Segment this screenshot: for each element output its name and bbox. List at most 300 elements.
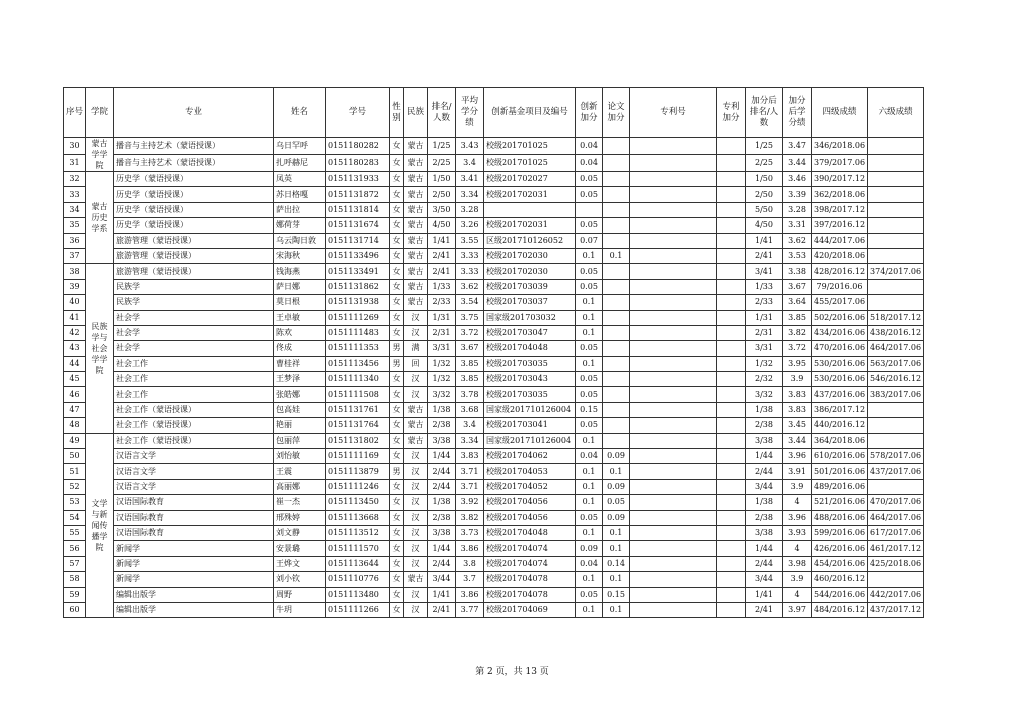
table-cell: 0.1 <box>576 356 603 371</box>
column-header: 四级成绩 <box>812 88 868 138</box>
table-cell: 2/50 <box>746 187 783 202</box>
table-cell: 2/31 <box>746 325 783 340</box>
table-cell: 社会工作 <box>114 356 274 371</box>
table-row <box>64 464 924 479</box>
table-cell: 362/2018.06 <box>812 187 868 202</box>
table-cell: 3.4 <box>456 155 484 172</box>
table-cell: 48 <box>64 418 86 433</box>
table-cell <box>717 372 746 387</box>
table-cell: 女 <box>390 248 404 263</box>
table-cell: 0151111246 <box>326 479 390 494</box>
table-cell: 播音与主持艺术（蒙语授课） <box>114 138 274 155</box>
table-cell <box>717 556 746 571</box>
table-cell <box>630 155 717 172</box>
table-cell: 佟成 <box>274 341 326 356</box>
table-cell: 3.9 <box>783 479 812 494</box>
table-cell <box>630 138 717 155</box>
table-cell: 3/31 <box>746 341 783 356</box>
table-cell: 3.86 <box>456 587 484 602</box>
table-cell: 1/41 <box>746 233 783 248</box>
table-cell: 新闻学 <box>114 572 274 587</box>
table-cell: 0.09 <box>576 541 603 556</box>
table-cell: 社会学 <box>114 310 274 325</box>
column-header: 创新基金项目及编号 <box>484 88 576 138</box>
table-cell: 社会工作 <box>114 372 274 387</box>
table-cell: 校级201704078 <box>484 587 576 602</box>
table-cell: 470/2017.06 <box>868 495 924 510</box>
table-cell: 0151113668 <box>326 510 390 525</box>
table-cell <box>868 138 924 155</box>
table-cell: 3.44 <box>783 433 812 448</box>
table-row <box>64 587 924 602</box>
table-cell <box>717 525 746 540</box>
table-cell: 2/44 <box>746 464 783 479</box>
table-cell <box>630 541 717 556</box>
table-cell: 3.7 <box>456 572 484 587</box>
table-cell: 女 <box>390 310 404 325</box>
table-cell: 2/38 <box>746 510 783 525</box>
table-row <box>64 279 924 294</box>
table-cell: 346/2018.06 <box>812 138 868 155</box>
table-cell: 3.93 <box>783 525 812 540</box>
table-cell: 0151131938 <box>326 295 390 310</box>
table-cell: 汉 <box>404 464 428 479</box>
table-cell <box>868 418 924 433</box>
table-row <box>64 556 924 571</box>
table-cell: 578/2017.06 <box>868 449 924 464</box>
column-header: 加分后排名/人数 <box>746 88 783 138</box>
table-cell: 610/2016.06 <box>812 449 868 464</box>
table-cell: 501/2016.06 <box>812 464 868 479</box>
table-cell: 0.05 <box>603 495 630 510</box>
table-cell: 女 <box>390 510 404 525</box>
table-cell: 0151111353 <box>326 341 390 356</box>
table-cell: 国家级201710126004 <box>484 402 576 417</box>
table-cell: 0151111508 <box>326 387 390 402</box>
table-cell: 2/38 <box>428 510 456 525</box>
table-cell: 女 <box>390 541 404 556</box>
table-cell: 汉 <box>404 387 428 402</box>
table-cell: 3.83 <box>783 402 812 417</box>
table-cell: 扎呼赫尼 <box>274 155 326 172</box>
table-cell: 王烨文 <box>274 556 326 571</box>
table-cell: 王梦泽 <box>274 372 326 387</box>
table-cell: 汉语国际教育 <box>114 495 274 510</box>
table-cell <box>630 279 717 294</box>
page-footer: 第 2 页，共 13 页 <box>475 667 549 677</box>
table-cell: 464/2017.06 <box>868 510 924 525</box>
table-cell <box>576 202 603 217</box>
table-cell: 530/2016.06 <box>812 372 868 387</box>
table-cell: 3.64 <box>783 295 812 310</box>
table-cell: 3.98 <box>783 556 812 571</box>
table-cell <box>717 449 746 464</box>
column-header: 序号 <box>64 88 86 138</box>
table-row <box>64 541 924 556</box>
table-cell: 437/2017.06 <box>868 464 924 479</box>
table-cell: 男 <box>390 356 404 371</box>
table-cell: 0151111483 <box>326 325 390 340</box>
table-cell: 汉 <box>404 449 428 464</box>
table-cell: 5/50 <box>746 202 783 217</box>
table-row <box>64 233 924 248</box>
column-header: 民族 <box>404 88 428 138</box>
table-cell: 3.71 <box>456 479 484 494</box>
table-cell: 58 <box>64 572 86 587</box>
table-cell: 历史学（蒙语授课） <box>114 187 274 202</box>
table-cell: 满 <box>404 341 428 356</box>
table-cell: 4/50 <box>746 218 783 233</box>
table-cell: 校级201704052 <box>484 479 576 494</box>
table-cell: 1/32 <box>746 356 783 371</box>
table-cell: 汉 <box>404 541 428 556</box>
table-cell: 0151131761 <box>326 402 390 417</box>
table-cell: 崔一杰 <box>274 495 326 510</box>
table-cell: 4/50 <box>428 218 456 233</box>
table-cell <box>603 310 630 325</box>
table-cell: 0151110776 <box>326 572 390 587</box>
table-cell: 3.95 <box>783 356 812 371</box>
table-cell: 546/2016.12 <box>868 372 924 387</box>
table-cell: 1/33 <box>428 279 456 294</box>
table-cell <box>603 172 630 187</box>
table-cell <box>717 587 746 602</box>
table-cell: 蒙古 <box>404 202 428 217</box>
table-cell <box>630 433 717 448</box>
table-cell: 校级201704053 <box>484 464 576 479</box>
table-cell: 0.05 <box>576 187 603 202</box>
table-cell: 0151131862 <box>326 279 390 294</box>
table-cell: 3/38 <box>428 525 456 540</box>
table-cell: 0.1 <box>603 248 630 263</box>
table-cell: 0151133496 <box>326 248 390 263</box>
column-header: 加分后学分绩 <box>783 88 812 138</box>
table-cell: 3.75 <box>456 310 484 325</box>
table-cell: 46 <box>64 387 86 402</box>
table-cell <box>717 402 746 417</box>
table-cell: 校级201704048 <box>484 341 576 356</box>
column-header: 专利号 <box>630 88 717 138</box>
table-cell <box>630 449 717 464</box>
table-cell: 蒙古 <box>404 264 428 279</box>
table-cell: 女 <box>390 495 404 510</box>
table-cell: 国家级201703032 <box>484 310 576 325</box>
table-cell: 0.1 <box>576 248 603 263</box>
table-cell <box>717 279 746 294</box>
table-cell: 萨日娜 <box>274 279 326 294</box>
table-cell: 0.1 <box>576 495 603 510</box>
table-cell <box>717 138 746 155</box>
table-cell: 女 <box>390 295 404 310</box>
table-cell: 2/44 <box>428 464 456 479</box>
table-cell: 旅游管理（蒙语授课） <box>114 264 274 279</box>
table-cell: 3.54 <box>456 295 484 310</box>
table-cell: 3.62 <box>783 233 812 248</box>
table-cell: 0.1 <box>603 464 630 479</box>
table-cell <box>717 218 746 233</box>
table-cell: 0.04 <box>576 138 603 155</box>
table-cell: 3.85 <box>456 372 484 387</box>
table-cell: 新闻学 <box>114 541 274 556</box>
table-row <box>64 187 924 202</box>
table-cell: 397/2016.12 <box>812 218 868 233</box>
scholarship-table <box>63 87 924 618</box>
table-cell: 汉语言文学 <box>114 464 274 479</box>
table-cell <box>603 356 630 371</box>
table-cell: 0.05 <box>576 587 603 602</box>
table-cell: 邢殊婷 <box>274 510 326 525</box>
table-cell: 0.1 <box>603 541 630 556</box>
table-cell: 女 <box>390 202 404 217</box>
table-cell: 44 <box>64 356 86 371</box>
table-row <box>64 510 924 525</box>
table-cell: 牛玥 <box>274 602 326 617</box>
table-row <box>64 325 924 340</box>
table-cell: 校级201704074 <box>484 556 576 571</box>
table-row <box>64 449 924 464</box>
table-cell: 2/41 <box>428 264 456 279</box>
table-cell: 1/38 <box>746 495 783 510</box>
table-cell: 3/44 <box>746 572 783 587</box>
table-cell: 2/41 <box>746 602 783 617</box>
table-cell <box>868 248 924 263</box>
table-cell: 2/32 <box>746 372 783 387</box>
table-cell: 33 <box>64 187 86 202</box>
table-cell: 汉 <box>404 587 428 602</box>
table-cell: 1/41 <box>746 587 783 602</box>
column-header: 学号 <box>326 88 390 138</box>
table-cell: 汉 <box>404 525 428 540</box>
table-cell: 617/2017.06 <box>868 525 924 540</box>
table-cell: 3/41 <box>746 264 783 279</box>
table-cell <box>603 187 630 202</box>
table-cell: 刘怡敏 <box>274 449 326 464</box>
table-row <box>64 418 924 433</box>
college-cell: 蒙古学学院 <box>86 138 114 172</box>
table-cell: 汉 <box>404 556 428 571</box>
table-cell <box>484 202 576 217</box>
table-cell: 女 <box>390 172 404 187</box>
table-cell: 3/31 <box>428 341 456 356</box>
table-row <box>64 525 924 540</box>
table-cell: 周野 <box>274 587 326 602</box>
table-cell: 3.68 <box>456 402 484 417</box>
table-cell: 钱海燕 <box>274 264 326 279</box>
table-cell: 3.9 <box>783 572 812 587</box>
table-cell <box>603 155 630 172</box>
table-cell: 女 <box>390 325 404 340</box>
table-cell: 3.96 <box>783 510 812 525</box>
table-cell: 乌云陶日敦 <box>274 233 326 248</box>
table-cell: 汉 <box>404 310 428 325</box>
table-cell: 包高娃 <box>274 402 326 417</box>
table-cell: 0151113512 <box>326 525 390 540</box>
table-cell: 0.05 <box>576 279 603 294</box>
college-cell: 蒙古历史学系 <box>86 172 114 264</box>
table-cell: 汉 <box>404 495 428 510</box>
table-cell: 宋海秋 <box>274 248 326 263</box>
table-cell: 461/2017.12 <box>868 541 924 556</box>
table-cell: 599/2016.06 <box>812 525 868 540</box>
table-cell: 0151131802 <box>326 433 390 448</box>
table-cell: 0151131674 <box>326 218 390 233</box>
table-cell: 凤英 <box>274 172 326 187</box>
table-cell: 校级201703037 <box>484 295 576 310</box>
column-header: 平均学分绩 <box>456 88 484 138</box>
table-cell: 2/31 <box>428 325 456 340</box>
table-cell: 女 <box>390 479 404 494</box>
table-cell: 398/2017.12 <box>812 202 868 217</box>
table-cell: 0.05 <box>576 510 603 525</box>
table-cell: 校级201704078 <box>484 572 576 587</box>
table-cell <box>603 202 630 217</box>
table-cell: 79/2016.06 <box>812 279 868 294</box>
table-cell: 40 <box>64 295 86 310</box>
table-cell: 0151113644 <box>326 556 390 571</box>
table-cell: 444/2017.06 <box>812 233 868 248</box>
table-cell <box>717 325 746 340</box>
table-cell: 3.55 <box>456 233 484 248</box>
column-header: 姓名 <box>274 88 326 138</box>
table-cell <box>868 218 924 233</box>
table-cell: 0151131764 <box>326 418 390 433</box>
table-body <box>64 138 924 618</box>
table-cell: 校级201703043 <box>484 372 576 387</box>
table-cell: 3.26 <box>456 218 484 233</box>
table-cell <box>630 479 717 494</box>
table-cell: 3.67 <box>783 279 812 294</box>
table-cell: 蒙古 <box>404 172 428 187</box>
table-cell: 49 <box>64 433 86 448</box>
table-cell: 3.85 <box>456 356 484 371</box>
table-cell: 0151131933 <box>326 172 390 187</box>
table-cell: 0151131872 <box>326 187 390 202</box>
table-cell: 王震 <box>274 464 326 479</box>
table-cell: 0.1 <box>603 602 630 617</box>
table-cell: 0151113456 <box>326 356 390 371</box>
table-cell: 54 <box>64 510 86 525</box>
table-cell: 蒙古 <box>404 233 428 248</box>
table-cell <box>717 433 746 448</box>
table-cell <box>630 387 717 402</box>
table-cell <box>603 295 630 310</box>
table-cell: 502/2016.06 <box>812 310 868 325</box>
table-cell: 汉语言文学 <box>114 479 274 494</box>
table-cell: 3/32 <box>428 387 456 402</box>
table-cell <box>717 541 746 556</box>
table-cell: 0151113450 <box>326 495 390 510</box>
table-cell: 3.53 <box>783 248 812 263</box>
table-cell: 女 <box>390 449 404 464</box>
table-cell: 蒙古 <box>404 155 428 172</box>
table-cell: 区级201710126052 <box>484 233 576 248</box>
table-cell: 女 <box>390 418 404 433</box>
table-cell: 3.82 <box>456 510 484 525</box>
table-cell: 383/2017.06 <box>868 387 924 402</box>
table-cell: 4 <box>783 495 812 510</box>
table-cell: 莫日根 <box>274 295 326 310</box>
table-cell: 蒙古 <box>404 402 428 417</box>
table-cell <box>630 264 717 279</box>
table-cell: 4 <box>783 541 812 556</box>
table-cell: 3/44 <box>428 572 456 587</box>
table-row <box>64 310 924 325</box>
table-row <box>64 572 924 587</box>
table-cell <box>603 402 630 417</box>
table-cell: 1/38 <box>428 495 456 510</box>
table-cell <box>868 279 924 294</box>
table-cell: 历史学（蒙语授课） <box>114 202 274 217</box>
column-header: 专业 <box>114 88 274 138</box>
table-cell <box>630 341 717 356</box>
table-cell: 0.05 <box>576 264 603 279</box>
table-cell: 3.47 <box>783 138 812 155</box>
table-cell: 3/32 <box>746 387 783 402</box>
table-cell: 女 <box>390 187 404 202</box>
table-cell: 3.91 <box>783 464 812 479</box>
table-cell: 2/33 <box>428 295 456 310</box>
table-cell: 女 <box>390 279 404 294</box>
table-cell: 汉语国际教育 <box>114 525 274 540</box>
table-cell: 旅游管理（蒙语授课） <box>114 233 274 248</box>
table-cell: 484/2016.12 <box>812 602 868 617</box>
table-cell: 0.04 <box>576 449 603 464</box>
table-cell: 社会工作（蒙语授课） <box>114 433 274 448</box>
table-cell: 蒙古 <box>404 295 428 310</box>
table-cell: 0.09 <box>603 479 630 494</box>
table-cell <box>717 464 746 479</box>
table-cell: 3.4 <box>456 418 484 433</box>
table-cell: 47 <box>64 402 86 417</box>
table-cell: 3.38 <box>783 264 812 279</box>
table-cell: 1/44 <box>428 449 456 464</box>
table-cell: 2/25 <box>746 155 783 172</box>
table-cell: 425/2018.06 <box>868 556 924 571</box>
table-cell: 2/33 <box>746 295 783 310</box>
table-cell: 0.04 <box>576 556 603 571</box>
table-cell: 包丽萍 <box>274 433 326 448</box>
table-cell: 3/50 <box>428 202 456 217</box>
table-cell <box>630 587 717 602</box>
table-cell: 乌日罕呼 <box>274 138 326 155</box>
table-cell: 1/25 <box>428 138 456 155</box>
column-header: 专利加分 <box>717 88 746 138</box>
table-cell <box>603 433 630 448</box>
table-cell: 女 <box>390 572 404 587</box>
table-cell <box>630 202 717 217</box>
table-cell: 0.1 <box>576 479 603 494</box>
table-cell: 校级201703041 <box>484 418 576 433</box>
table-row <box>64 155 924 172</box>
table-cell: 3.31 <box>783 218 812 233</box>
table-cell <box>630 572 717 587</box>
table-cell: 464/2017.06 <box>868 341 924 356</box>
table-cell: 刘小钦 <box>274 572 326 587</box>
table-cell <box>630 495 717 510</box>
table-cell: 0151111269 <box>326 310 390 325</box>
table-cell: 校级201704074 <box>484 541 576 556</box>
table-cell: 0.07 <box>576 233 603 248</box>
table-cell: 汉 <box>404 510 428 525</box>
table-cell: 2/50 <box>428 187 456 202</box>
table-cell: 420/2018.06 <box>812 248 868 263</box>
table-cell: 470/2016.06 <box>812 341 868 356</box>
table-cell: 0.1 <box>576 602 603 617</box>
table-cell: 社会工作 <box>114 387 274 402</box>
table-row <box>64 602 924 617</box>
table-cell: 国家级201710126004 <box>484 433 576 448</box>
table-cell: 0.14 <box>603 556 630 571</box>
